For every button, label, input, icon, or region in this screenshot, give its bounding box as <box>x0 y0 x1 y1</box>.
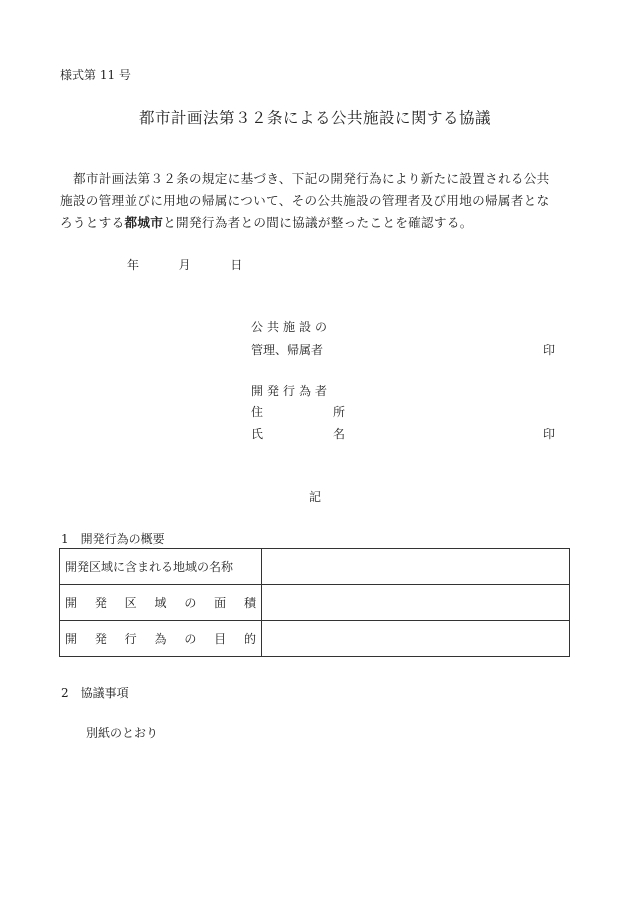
row-value-area-name[interactable] <box>262 549 570 585</box>
seal-mark-1: 印 <box>543 343 556 357</box>
public-facility-label-1: 公共施設の <box>251 320 332 334</box>
label-char: 面 <box>214 596 227 610</box>
label-char: 目 <box>214 632 227 646</box>
row-value-purpose[interactable] <box>262 621 570 657</box>
label-char: の <box>184 596 197 610</box>
row-label-area-size <box>60 585 262 621</box>
date-day: 日 <box>230 258 243 272</box>
date-month: 月 <box>178 258 191 272</box>
address-label: 住 所 <box>251 405 375 419</box>
name-label: 氏 名 <box>251 427 375 441</box>
label-char: 的 <box>243 632 256 646</box>
table-row <box>60 549 570 585</box>
spread-label <box>65 594 256 611</box>
body-line-3-post: と開発行為者との間に協議が整ったことを確認する。 <box>163 215 473 230</box>
row-value-area-size[interactable] <box>262 585 570 621</box>
table-row <box>60 621 570 657</box>
label-char: 開 <box>65 632 78 646</box>
spread-label <box>65 630 256 647</box>
label-char: 開 <box>65 596 78 610</box>
ki-mark: 記 <box>309 490 322 504</box>
label-char: 積 <box>243 596 256 610</box>
seal-mark-2: 印 <box>543 427 556 441</box>
body-line-3 <box>60 212 580 234</box>
section-2-content: 別紙のとおり <box>86 726 159 740</box>
label-char: 為 <box>154 632 167 646</box>
row-label-purpose <box>60 621 262 657</box>
body-line-2: 施設の管理並びに用地の帰属について、その公共施設の管理者及び用地の帰属者とな <box>60 193 550 208</box>
public-facility-label-2: 管理、帰属者 <box>251 343 324 357</box>
date-line <box>127 256 242 273</box>
table-row <box>60 585 570 621</box>
label-char: 域 <box>154 596 167 610</box>
label-char: 発 <box>94 632 107 646</box>
document-title: 都市計画法第３２条による公共施設に関する協議 <box>138 109 491 127</box>
city-name: 都城市 <box>124 215 164 230</box>
section-1-heading: 1 開発行為の概要 <box>61 532 165 546</box>
label-char: 発 <box>94 596 107 610</box>
row-label-area-name: 開発区域に含まれる地域の名称 <box>60 549 262 585</box>
body-line-1: 都市計画法第３２条の規定に基づき、下記の開発行為により新たに設置される公共 <box>73 171 550 186</box>
label-char: 区 <box>124 596 137 610</box>
body-line-3-pre: ろうとする <box>60 215 125 230</box>
body-paragraph <box>60 168 580 234</box>
section-2-heading: 2 協議事項 <box>61 686 129 700</box>
date-year: 年 <box>127 258 140 272</box>
form-number: 様式第 11 号 <box>60 68 131 82</box>
development-summary-table <box>59 548 570 657</box>
label-char: の <box>184 632 197 646</box>
developer-label: 開発行為者 <box>251 384 332 398</box>
label-char: 行 <box>124 632 137 646</box>
